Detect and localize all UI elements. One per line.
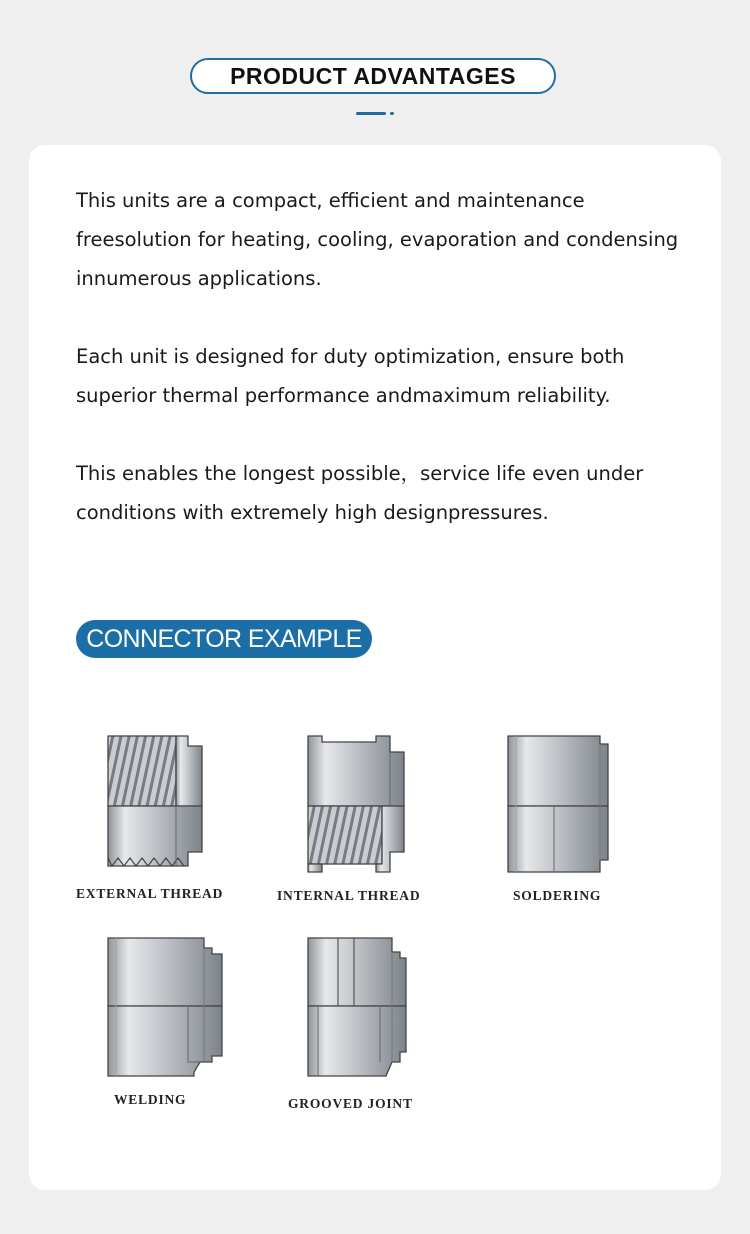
welding-icon [104, 934, 228, 1082]
internal-thread-icon [304, 732, 410, 878]
header-title-pill [190, 58, 556, 94]
page-title: PRODUCT ADVANTAGES [230, 62, 516, 89]
connector-section-pill [76, 620, 372, 658]
connector-section-title: CONNECTOR EXAMPLE [86, 624, 362, 653]
grooved-joint-icon [304, 934, 410, 1082]
caption-welding: WELDING [114, 1092, 187, 1107]
caption-internal-thread: INTERNAL THREAD [277, 888, 421, 903]
soldering-icon [504, 732, 614, 878]
caption-external-thread: EXTERNAL THREAD [76, 886, 224, 901]
external-thread-icon [104, 732, 216, 870]
caption-soldering: SOLDERING [513, 888, 602, 903]
title-accent-dot [390, 112, 394, 115]
paragraph-2: Each unit is designed for duty optimization, ensure both superior thermal performance andmaximum reliability. [76, 345, 625, 407]
paragraph-1: This units are a compact, efficient and maintenance freesolution for heating, cooling, evaporation and condensing innumerous applications. [76, 189, 679, 290]
paragraph-3: This enables the longest possible，service life even under conditions with extremely high designpressures. [76, 462, 644, 524]
caption-grooved-joint: GROOVED JOINT [288, 1096, 413, 1111]
title-accent-line [356, 112, 386, 115]
